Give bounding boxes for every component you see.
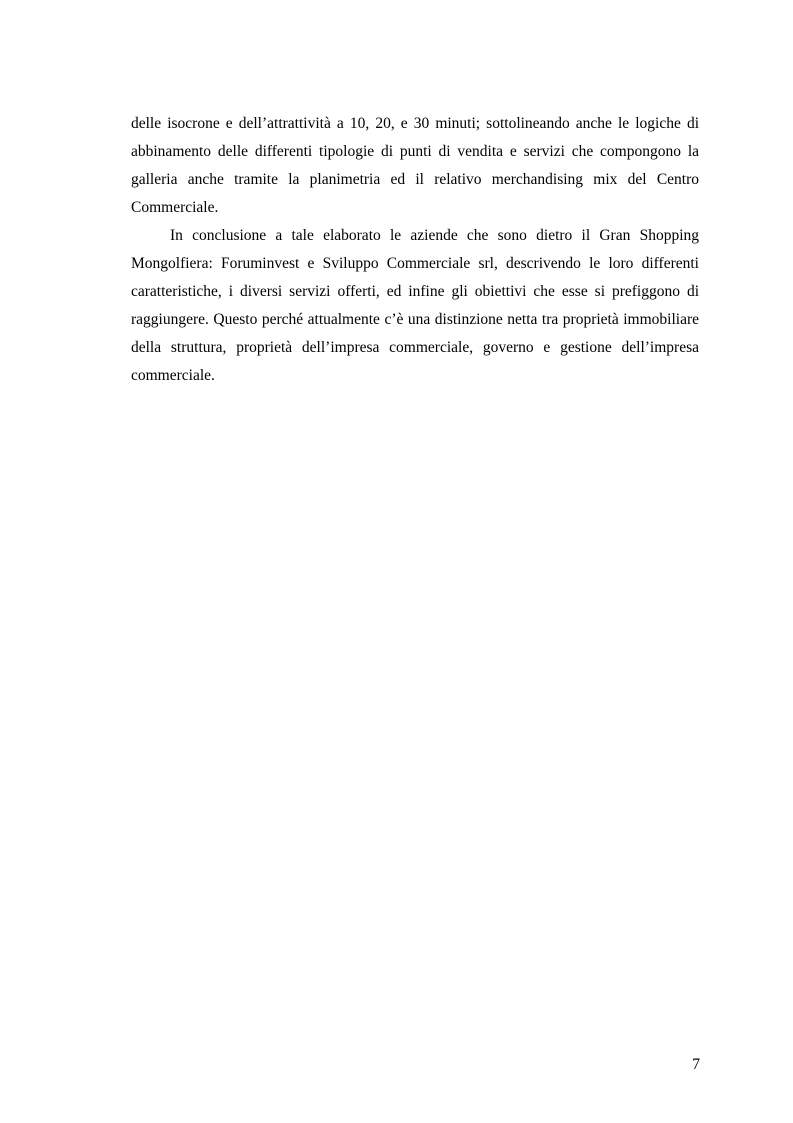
page-number: 7 <box>692 1056 700 1073</box>
body-text <box>131 110 699 390</box>
paragraph-continuation: delle isocrone e dell’attrattività a 10, 20, e 30 minuti; sottolineando anche le logiche di abbinamento delle differenti tipologie di punti di vendita e servizi che compongono la galleria anche tramite la planimetria ed il relativo merchandising mix del Centro Commerciale. <box>131 115 699 216</box>
paragraph-conclusion: In conclusione a tale elaborato le aziende che sono dietro il Gran Shopping Mongolfiera: Foruminvest e Sviluppo Commerciale srl, descrivendo le loro differenti caratteristiche, i diversi servizi offerti, ed infine gli obiettivi che esse si prefiggono di raggiungere. Questo perché attualmente c’è una distinzione netta tra proprietà immobiliare della struttura, proprietà dell’impresa commerciale, governo e gestione dell’impresa commerciale. <box>131 227 699 384</box>
